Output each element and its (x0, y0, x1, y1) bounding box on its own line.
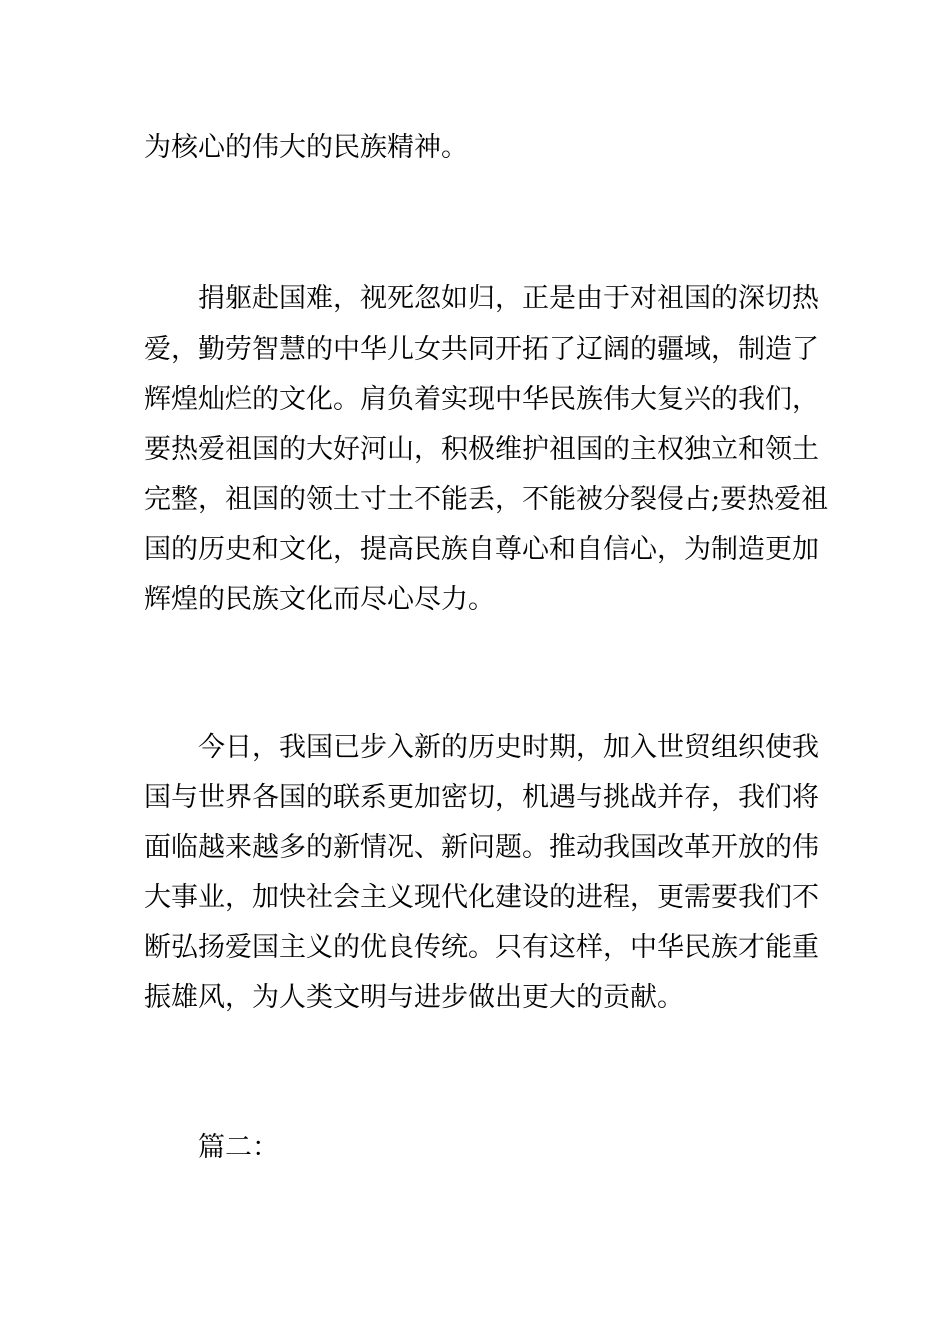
paragraph-2-line-3: 辉煌灿烂的文化。肩负着实现中华民族伟大复兴的我们， (144, 384, 819, 415)
paragraph-3-line-1: 今日，我国已步入新的历史时期，加入世贸组织使我 (198, 732, 819, 763)
section-heading: 篇二： (198, 1132, 279, 1163)
paragraph-2-line-5: 完整，祖国的领土寸土不能丢，不能被分裂侵占;要热爱祖 (144, 484, 829, 515)
paragraph-2-line-6: 国的历史和文化，提高民族自尊心和自信心，为制造更加 (144, 534, 819, 565)
paragraph-2-line-4: 要热爱祖国的大好河山，积极维护祖国的主权独立和领土 (144, 434, 819, 465)
paragraph-3-line-2: 国与世界各国的联系更加密切，机遇与挑战并存，我们将 (144, 782, 819, 813)
paragraph-2-line-1: 捐躯赴国难，视死忽如归，正是由于对祖国的深切热 (198, 283, 819, 314)
paragraph-2-line-7: 辉煌的民族文化而尽心尽力。 (144, 584, 495, 615)
paragraph-3-line-5: 断弘扬爱国主义的优良传统。只有这样，中华民族才能重 (144, 932, 819, 963)
paragraph-3-line-3: 面临越来越多的新情况、新问题。推动我国改革开放的伟 (144, 832, 819, 863)
paragraph-1-line-1: 为核心的伟大的民族精神。 (144, 132, 468, 163)
paragraph-3-line-6: 振雄风，为人类文明与进步做出更大的贡献。 (144, 982, 684, 1013)
paragraph-2-line-2: 爱，勤劳智慧的中华儿女共同开拓了辽阔的疆域，制造了 (144, 334, 819, 365)
paragraph-3-line-4: 大事业，加快社会主义现代化建设的进程，更需要我们不 (144, 882, 819, 913)
